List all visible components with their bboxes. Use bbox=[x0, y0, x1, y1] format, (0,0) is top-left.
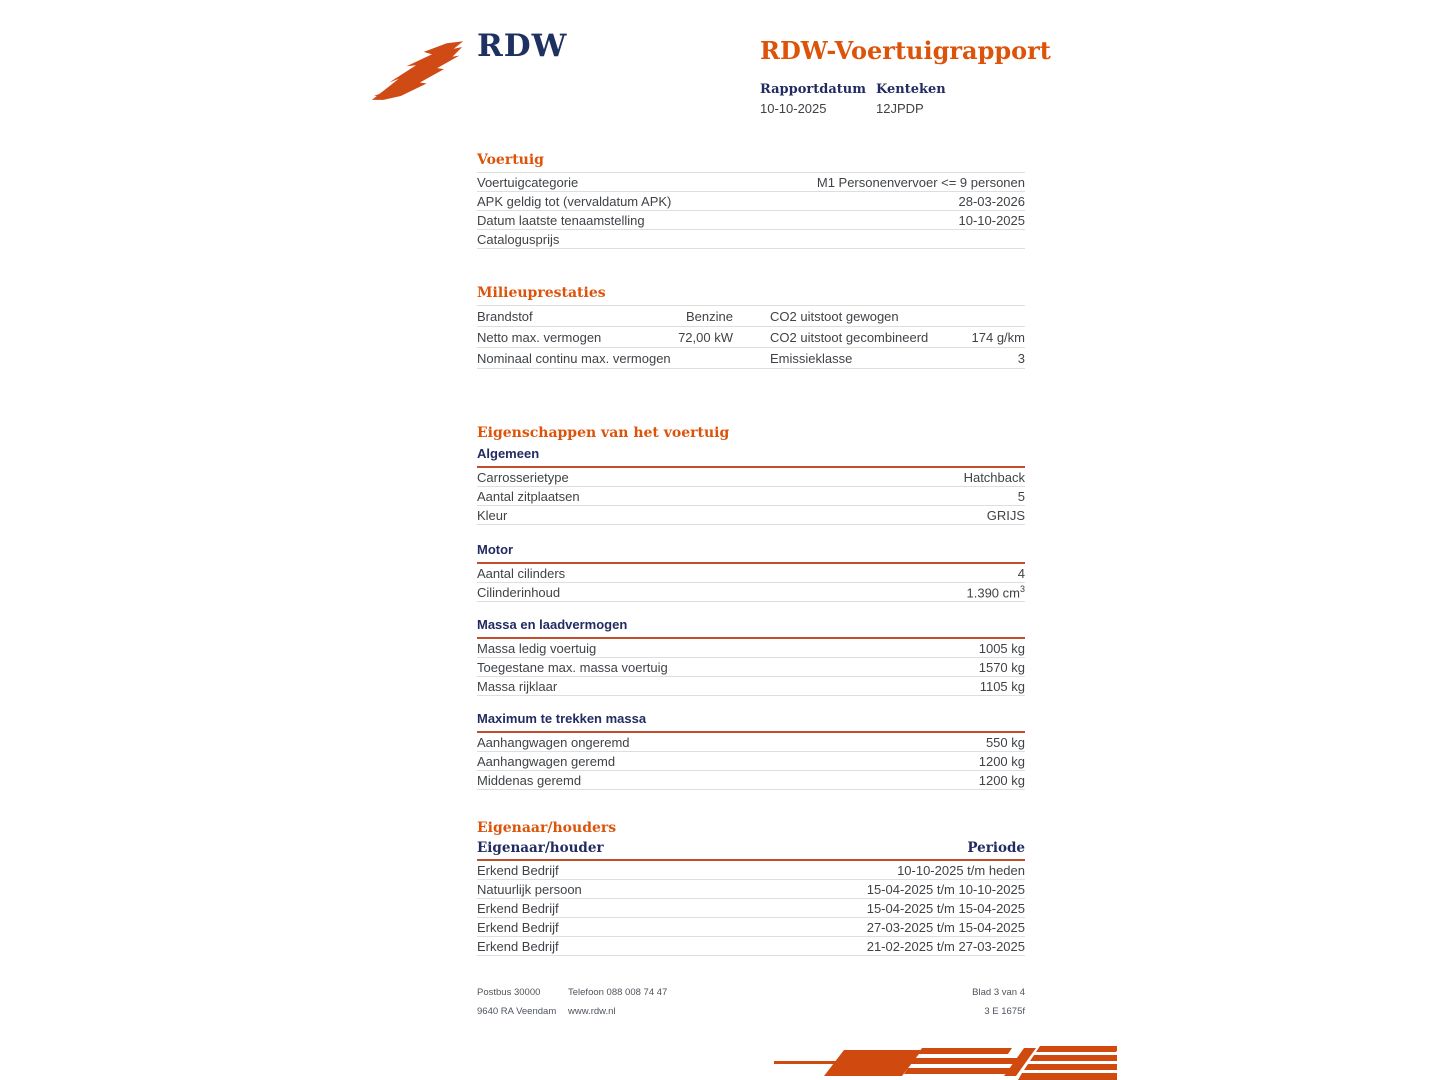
row-label: Massa rijklaar bbox=[477, 678, 558, 694]
table-row bbox=[477, 733, 1025, 752]
table-row bbox=[477, 899, 1025, 918]
superscript: 3 bbox=[1019, 583, 1025, 594]
table-row bbox=[477, 918, 1025, 937]
section-milieuprestaties bbox=[477, 285, 1025, 369]
footer-phone: Telefoon 088 008 74 47 bbox=[568, 987, 668, 998]
row-value: Benzine bbox=[686, 308, 733, 324]
row-value: 1.390 $cm^3$ bbox=[966, 583, 1025, 601]
table-row bbox=[477, 677, 1025, 696]
table-row bbox=[477, 639, 1025, 658]
table-row bbox=[477, 771, 1025, 790]
column-header-period: Periode bbox=[967, 840, 1025, 856]
footer-page-info bbox=[972, 987, 1025, 1025]
owner-period: 15-04-2025 t/m 10-10-2025 bbox=[866, 881, 1025, 897]
owner-period: 10-10-2025 t/m heden bbox=[897, 862, 1025, 878]
footer-contact bbox=[568, 987, 972, 1025]
group-title-trekken: Maximum te trekken massa bbox=[477, 710, 1025, 733]
row-value: 1105 kg bbox=[979, 678, 1025, 694]
group-motor bbox=[477, 541, 1025, 602]
row-value: 3 bbox=[1017, 350, 1025, 366]
row-value: 1570 kg bbox=[978, 659, 1025, 675]
row-value: 5 bbox=[1017, 488, 1025, 504]
section-voertuig bbox=[477, 152, 1025, 249]
group-title-massa: Massa en laadvermogen bbox=[477, 616, 1025, 639]
section-title-milieuprestaties: Milieuprestaties bbox=[477, 285, 606, 301]
footer-postbox: Postbus 30000 bbox=[477, 987, 541, 998]
row-label: Catalogusprijs bbox=[477, 231, 560, 247]
table-row bbox=[477, 468, 1025, 487]
report-date-value: 10-10-2025 bbox=[760, 101, 827, 116]
row-value: 28-03-2026 bbox=[958, 193, 1025, 209]
report-date-block bbox=[760, 82, 876, 116]
row-label: Voertuigcategorie bbox=[477, 174, 579, 190]
footer-address bbox=[477, 987, 568, 1025]
group-massa-laadvermogen bbox=[477, 616, 1025, 696]
row-value: 174 g/km bbox=[971, 329, 1025, 345]
report-meta bbox=[760, 82, 1180, 116]
owner-period: 21-02-2025 t/m 27-03-2025 bbox=[866, 938, 1025, 954]
group-title-motor: Motor bbox=[477, 541, 1025, 564]
table-row bbox=[477, 583, 1025, 602]
group-algemeen bbox=[477, 445, 1025, 525]
table-row bbox=[477, 192, 1025, 211]
report-date-label: Rapportdatum bbox=[760, 82, 866, 97]
table-row bbox=[477, 348, 1025, 369]
footer-city: 9640 RA Veendam bbox=[477, 1006, 557, 1017]
table-row bbox=[477, 173, 1025, 192]
table-row bbox=[477, 230, 1025, 249]
footer-website: www.rdw.nl bbox=[568, 1006, 616, 1017]
row-label: APK geldig tot (vervaldatum APK) bbox=[477, 193, 672, 209]
owner-table-header bbox=[477, 840, 1025, 861]
milieu-table bbox=[477, 305, 1025, 369]
row-value: 1005 kg bbox=[978, 640, 1025, 656]
owner-name: Erkend Bedrijf bbox=[477, 938, 559, 954]
form-code: 3 E 1675f bbox=[984, 1006, 1025, 1017]
section-title-eigenschappen: Eigenschappen van het voertuig bbox=[477, 425, 730, 441]
row-value: 10-10-2025 bbox=[958, 212, 1025, 228]
section-eigenschappen bbox=[477, 425, 1025, 790]
column-header-owner: Eigenaar/houder bbox=[477, 840, 604, 856]
owner-period: 27-03-2025 t/m 15-04-2025 bbox=[866, 919, 1025, 935]
table-row bbox=[477, 937, 1025, 956]
row-value: M1 Personenvervoer <= 9 personen bbox=[816, 174, 1025, 190]
group-title-algemeen: Algemeen bbox=[477, 445, 1025, 468]
table-row bbox=[477, 752, 1025, 771]
owner-name: Erkend Bedrijf bbox=[477, 862, 559, 878]
page-title: RDW-Voertuigrapport bbox=[760, 36, 1051, 65]
section-title-voertuig: Voertuig bbox=[477, 152, 544, 168]
motor-table bbox=[477, 564, 1025, 602]
page-indicator: Blad 3 van 4 bbox=[972, 987, 1025, 998]
row-label: CO2 uitstoot gewogen bbox=[770, 308, 899, 324]
row-label: Netto max. vermogen bbox=[477, 329, 602, 345]
page-footer bbox=[477, 987, 1025, 1025]
row-label: Toegestane max. massa voertuig bbox=[477, 659, 668, 675]
row-value: 4 bbox=[1017, 565, 1025, 581]
rdw-wing-logo-icon bbox=[370, 40, 466, 104]
row-label: Aantal zitplaatsen bbox=[477, 488, 580, 504]
license-plate-label: Kenteken bbox=[876, 82, 946, 97]
row-label: Datum laatste tenaamstelling bbox=[477, 212, 645, 228]
report-header bbox=[760, 36, 1180, 116]
license-plate-block bbox=[876, 82, 992, 116]
row-label: Nominaal continu max. vermogen bbox=[477, 350, 671, 366]
row-label: Brandstof bbox=[477, 308, 533, 324]
row-label: CO2 uitstoot gecombineerd bbox=[770, 329, 929, 345]
table-row bbox=[477, 487, 1025, 506]
row-label: Carrosserietype bbox=[477, 469, 569, 485]
license-plate-value: 12JPDP bbox=[876, 101, 924, 116]
row-value: 1200 kg bbox=[978, 772, 1025, 788]
row-label: Middenas geremd bbox=[477, 772, 582, 788]
table-row bbox=[477, 327, 1025, 348]
row-label: Kleur bbox=[477, 507, 508, 523]
row-value: Hatchback bbox=[963, 469, 1025, 485]
algemeen-table bbox=[477, 468, 1025, 525]
owner-period: 15-04-2025 t/m 15-04-2025 bbox=[866, 900, 1025, 916]
row-label: Aanhangwagen geremd bbox=[477, 753, 616, 769]
table-row bbox=[477, 564, 1025, 583]
row-value: GRIJS bbox=[986, 507, 1025, 523]
table-row bbox=[477, 658, 1025, 677]
row-label: Cilinderinhoud bbox=[477, 584, 561, 600]
trekken-table bbox=[477, 733, 1025, 790]
table-row bbox=[477, 506, 1025, 525]
voertuig-table bbox=[477, 172, 1025, 249]
massa-table bbox=[477, 639, 1025, 696]
owner-name: Erkend Bedrijf bbox=[477, 919, 559, 935]
section-eigenaar-houders bbox=[477, 820, 1025, 956]
group-maximum-te-trekken-massa bbox=[477, 710, 1025, 790]
report-content bbox=[477, 152, 1025, 956]
row-label: Aantal cilinders bbox=[477, 565, 566, 581]
owner-name: Natuurlijk persoon bbox=[477, 881, 582, 897]
table-row bbox=[477, 861, 1025, 880]
rdw-wing-graphic-cropped bbox=[772, 1046, 1117, 1080]
owner-table bbox=[477, 861, 1025, 956]
row-label: Emissieklasse bbox=[770, 350, 853, 366]
table-row bbox=[477, 211, 1025, 230]
row-value: 1200 kg bbox=[978, 753, 1025, 769]
table-row bbox=[477, 306, 1025, 327]
section-title-eigenaar: Eigenaar/houders bbox=[477, 820, 617, 836]
row-label: Aanhangwagen ongeremd bbox=[477, 734, 630, 750]
row-value: 72,00 kW bbox=[678, 329, 733, 345]
rdw-logo-text: RDW bbox=[477, 28, 568, 64]
owner-name: Erkend Bedrijf bbox=[477, 900, 559, 916]
table-row bbox=[477, 880, 1025, 899]
row-value: 550 kg bbox=[985, 734, 1025, 750]
row-label: Massa ledig voertuig bbox=[477, 640, 597, 656]
